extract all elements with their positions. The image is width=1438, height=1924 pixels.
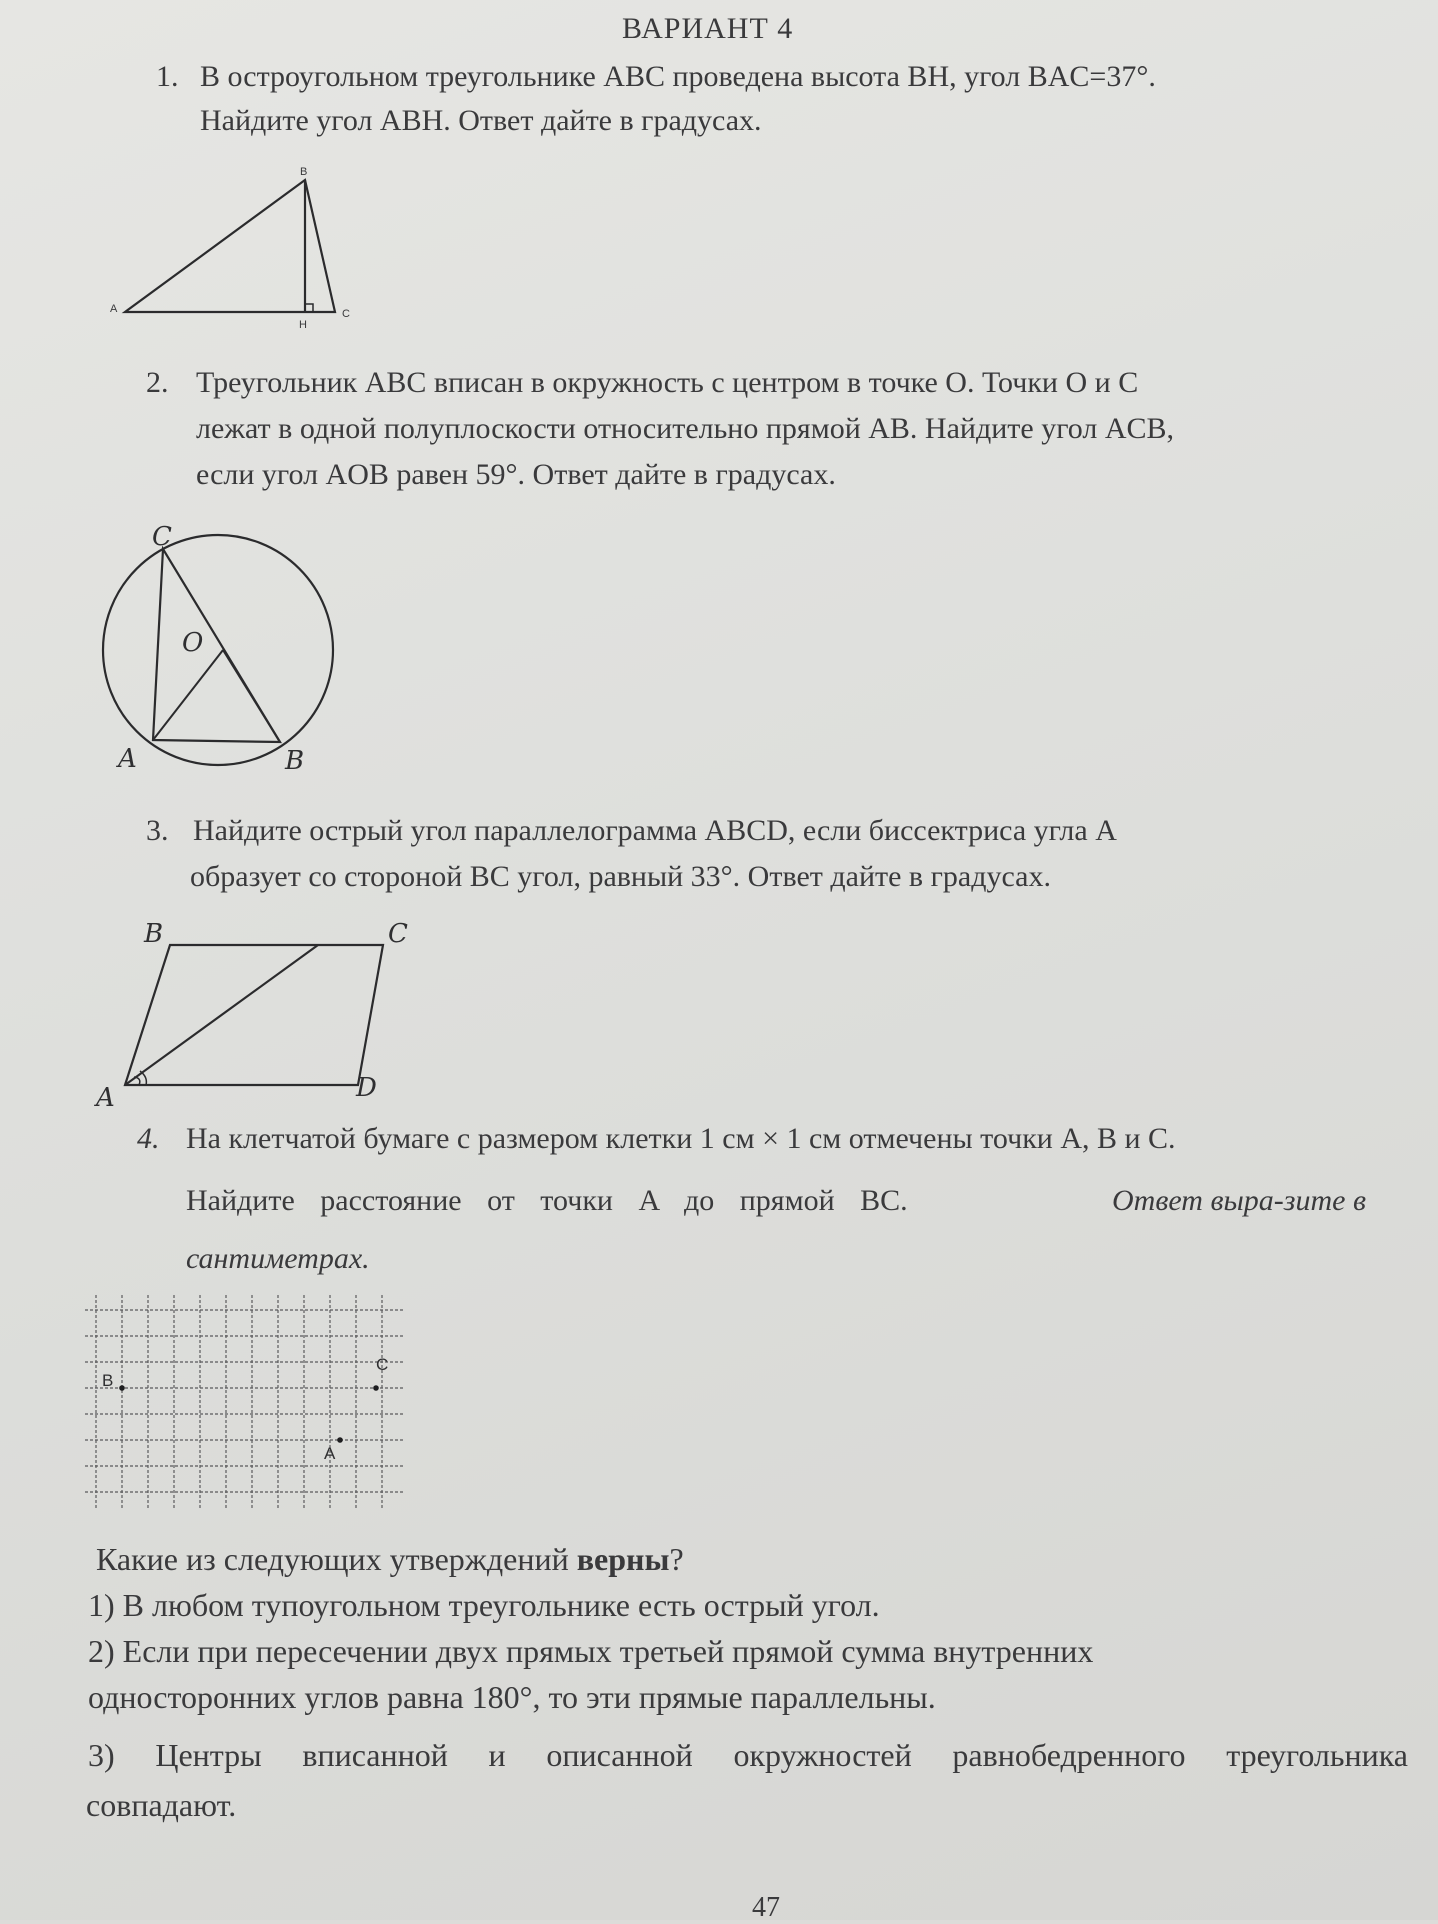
statement-item: 2) Если при пересечении двух прямых третьей прямой сумма внутренних [88, 1633, 1094, 1669]
task-text: Найдите расстояние от точки A до прямой BC. [186, 1184, 908, 1217]
statement-item: односторонних углов равна 180°, то эти прямые параллельны. [88, 1679, 936, 1715]
label-b: B [102, 1371, 114, 1390]
grid-figure-4 [80, 1290, 410, 1520]
task-number: 4. [137, 1122, 160, 1155]
label-a: A [118, 744, 137, 774]
task-text-line: образует со стороной BC угол, равный 33°. Ответ дайте в градусах. [190, 860, 1051, 893]
label-c: C [376, 1355, 389, 1374]
segment-ob [223, 650, 280, 742]
label-b: B [285, 746, 305, 775]
question-bold: верны [576, 1541, 670, 1577]
question-text: Какие из следующих утверждений [96, 1541, 577, 1577]
task-text-line: Найдите угол ABH. Ответ дайте в градусах. [200, 104, 762, 137]
label-o: O [182, 628, 204, 658]
point-a [337, 1437, 343, 1443]
label-b: B [144, 920, 164, 949]
page-number: 47 [752, 1892, 780, 1923]
label-b: B [300, 166, 308, 178]
task-text-line: если угол AOB равен 59°. Ответ дайте в градусах. [196, 458, 836, 491]
task-text-line [186, 1178, 1366, 1224]
triangle-figure-1 [100, 160, 360, 330]
label-h: H [299, 319, 307, 330]
task-text-line: Найдите острый угол параллелограмма ABCD, если биссектриса угла A [193, 814, 1117, 847]
right-angle-mark [305, 304, 313, 312]
task-text-italic: Ответ выра-зите в [1112, 1184, 1366, 1217]
task-text-line: В остроугольном треугольнике ABC проведена высота BH, угол BAC=37°. [200, 60, 1156, 93]
point-b [119, 1385, 125, 1391]
task-text-line: Треугольник ABC вписан в окружность с центром в точке O. Точки O и C [196, 366, 1139, 399]
question-mark: ? [669, 1541, 684, 1577]
task-text-line: лежат в одной полуплоскости относительно прямой AB. Найдите угол ACB, [196, 412, 1175, 445]
parallelogram-abcd [125, 945, 383, 1085]
label-a: A [110, 303, 118, 315]
statement-item: 3) Центры вписанной и описанной окружностей равнобедренного треугольника [88, 1737, 1408, 1773]
circle-figure-2 [90, 515, 350, 775]
label-a: A [96, 1083, 115, 1110]
label-d: D [356, 1073, 377, 1103]
grid-lines [85, 1295, 405, 1510]
task-number: 1. [156, 60, 179, 93]
label-c: C [342, 308, 350, 320]
statement-item: совпадают. [86, 1787, 237, 1823]
circumcircle [103, 535, 333, 765]
point-c [373, 1385, 379, 1391]
label-c: C [152, 522, 172, 552]
task-number: 2. [146, 366, 169, 399]
bisector-line [125, 945, 318, 1085]
statement-item: 1) В любом тупоугольном треугольнике есть острый угол. [88, 1587, 880, 1623]
triangle-abc [125, 180, 335, 312]
label-a: A [324, 1444, 336, 1463]
page-title: ВАРИАНТ 4 [622, 12, 794, 45]
label-c: C [388, 920, 408, 949]
task-number: 3. [146, 814, 169, 847]
statements-question [96, 1536, 684, 1582]
segment-ao [153, 650, 223, 740]
task-text-line: На клетчатой бумаге с размером клетки 1 см × 1 см отмечены точки A, B и C. [186, 1122, 1176, 1155]
parallelogram-figure-3 [90, 920, 430, 1110]
task-text-italic-line: сантиметрах. [186, 1242, 370, 1275]
